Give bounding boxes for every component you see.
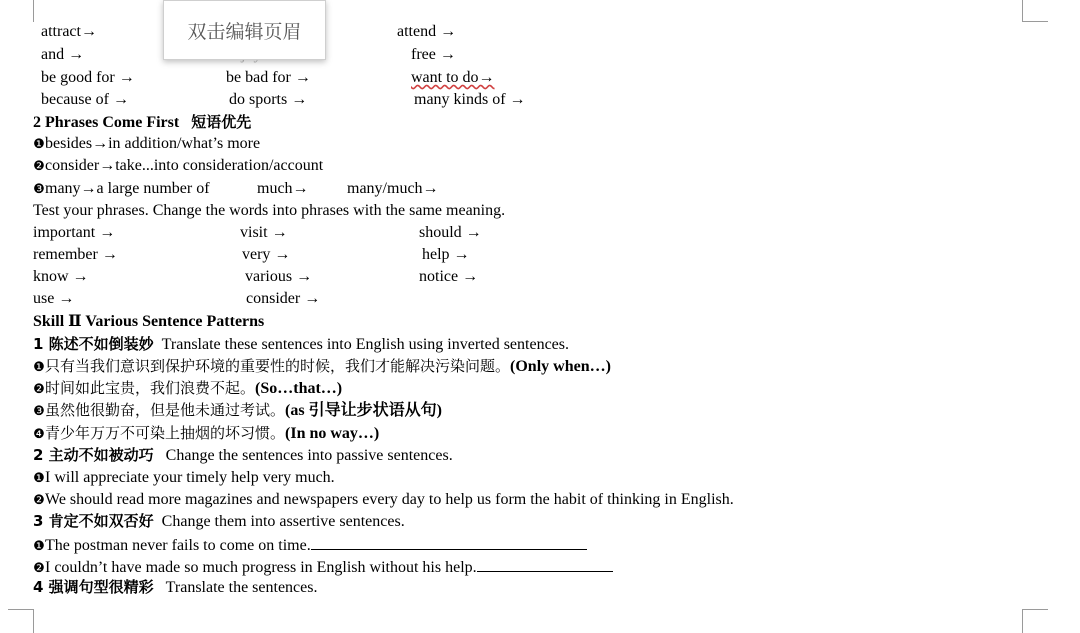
word-cell: many kinds of → (414, 91, 526, 108)
word-cell: attend → (397, 23, 457, 40)
word-cell: remember → (33, 246, 118, 263)
word-cell: consider → (246, 290, 321, 307)
item-text: I couldn’t have made so much progress in English without his help. (45, 559, 477, 576)
item-marker: ❷ (33, 560, 45, 575)
s2-heading (33, 445, 453, 466)
word-cell: notice → (419, 268, 479, 285)
s4-instruction: Translate the sentences. (165, 579, 318, 596)
phrase-item (33, 134, 260, 154)
s1-title: 1 陈述不如倒装妙 (33, 335, 154, 353)
translate-item (33, 356, 611, 377)
test-instruction: Test your phrases. Change the words into phrases with the same meaning. (33, 202, 506, 219)
phrase-item (33, 156, 323, 176)
phrase-item (33, 179, 210, 199)
item-marker: ❶ (33, 136, 45, 151)
answer-blank[interactable] (477, 557, 613, 572)
heading-cn: 短语优先 (191, 113, 252, 131)
s2-instruction: Change the sentences into passive sentences. (165, 447, 453, 464)
crop-mark-top-left (33, 0, 34, 22)
word-cell: help → (422, 246, 470, 263)
item-text: consider→take...into consideration/account (45, 157, 324, 174)
word-cell: visit → (240, 224, 288, 241)
item-hint: (as 引导让步状语从句) (285, 402, 442, 419)
item-text: besides→in addition/what’s more (45, 135, 261, 152)
edit-header-tooltip[interactable] (163, 0, 326, 60)
item-marker: ❷ (33, 492, 45, 507)
item-cn: 只有当我们意识到保护环境的重要性的时候，我们才能解决污染问题。 (45, 357, 511, 375)
word-cell: important → (33, 224, 116, 241)
word-cell-spellcheck: want to do→ (411, 69, 495, 86)
crop-mark-bottom-left-v (33, 609, 34, 633)
item-hint: (Only when…) (510, 358, 611, 375)
assertive-item (33, 535, 587, 556)
s3-instruction: Change them into assertive sentences. (161, 513, 405, 530)
crop-mark-top-right-v (1022, 0, 1023, 22)
skill-heading: Skill Ⅱ Various Sentence Patterns (33, 313, 265, 330)
item-hint: (So…that…) (255, 380, 343, 397)
word-cell: attract→ (41, 23, 97, 40)
item-text: many→a large number of (45, 180, 210, 197)
item-marker: ❷ (33, 381, 45, 396)
word-cell: use → (33, 290, 75, 307)
passive-item (33, 468, 335, 488)
tooltip-text: 双击编辑页眉 (187, 20, 302, 43)
s3-heading (33, 511, 405, 532)
word-cell: because of → (41, 91, 129, 108)
translate-item (33, 423, 379, 444)
answer-blank[interactable] (311, 535, 587, 550)
crop-mark-bottom-left-h (8, 609, 34, 610)
item-text: I will appreciate your timely help very much. (45, 469, 335, 486)
item-marker: ❷ (33, 158, 45, 173)
section2-heading (33, 112, 251, 133)
s3-title: 3 肯定不如双否好 (33, 512, 154, 530)
phrase-item-part: many/much→ (347, 180, 439, 197)
word-cell: various → (245, 268, 313, 285)
word-cell: be good for → (41, 69, 135, 86)
word-cell: free → (411, 46, 456, 63)
crop-mark-bottom-right-v (1022, 609, 1023, 633)
assertive-item (33, 557, 613, 578)
word-cell: and → (41, 46, 85, 63)
item-text: We should read more magazines and newspapers every day to help us form the habit of thinking in English. (45, 491, 734, 508)
item-marker: ❶ (33, 470, 45, 485)
s2-title: 2 主动不如被动巧 (33, 446, 154, 464)
phrase-item-part: much→ (257, 180, 309, 197)
s1-heading (33, 334, 569, 355)
item-cn: 青少年万万不可染上抽烟的坏习惯。 (45, 424, 286, 442)
s4-title: 4 强调句型很精彩 (33, 578, 154, 596)
s4-heading (33, 577, 317, 598)
heading-en: 2 Phrases Come First (33, 114, 180, 131)
item-hint: (In no way…) (285, 425, 380, 442)
passive-item (33, 490, 734, 510)
item-cn: 虽然他很勤奋，但是他未通过考试。 (45, 401, 286, 419)
item-marker: ❹ (33, 426, 45, 441)
item-marker: ❸ (33, 403, 45, 418)
word-cell: know → (33, 268, 89, 285)
item-marker: ❶ (33, 538, 45, 553)
crop-mark-top-right-h (1022, 21, 1048, 22)
translate-item (33, 400, 442, 421)
item-text: The postman never fails to come on time. (45, 537, 311, 554)
crop-mark-bottom-right-h (1022, 609, 1048, 610)
word-cell: very → (242, 246, 291, 263)
s1-instruction: Translate these sentences into English using inverted sentences. (161, 336, 569, 353)
word-cell: be bad for → (226, 69, 311, 86)
item-cn: 时间如此宝贵，我们浪费不起。 (45, 379, 256, 397)
item-marker: ❶ (33, 359, 45, 374)
word-cell: do sports → (229, 91, 308, 108)
word-cell: should → (419, 224, 482, 241)
item-marker: ❸ (33, 181, 45, 196)
translate-item (33, 378, 342, 399)
